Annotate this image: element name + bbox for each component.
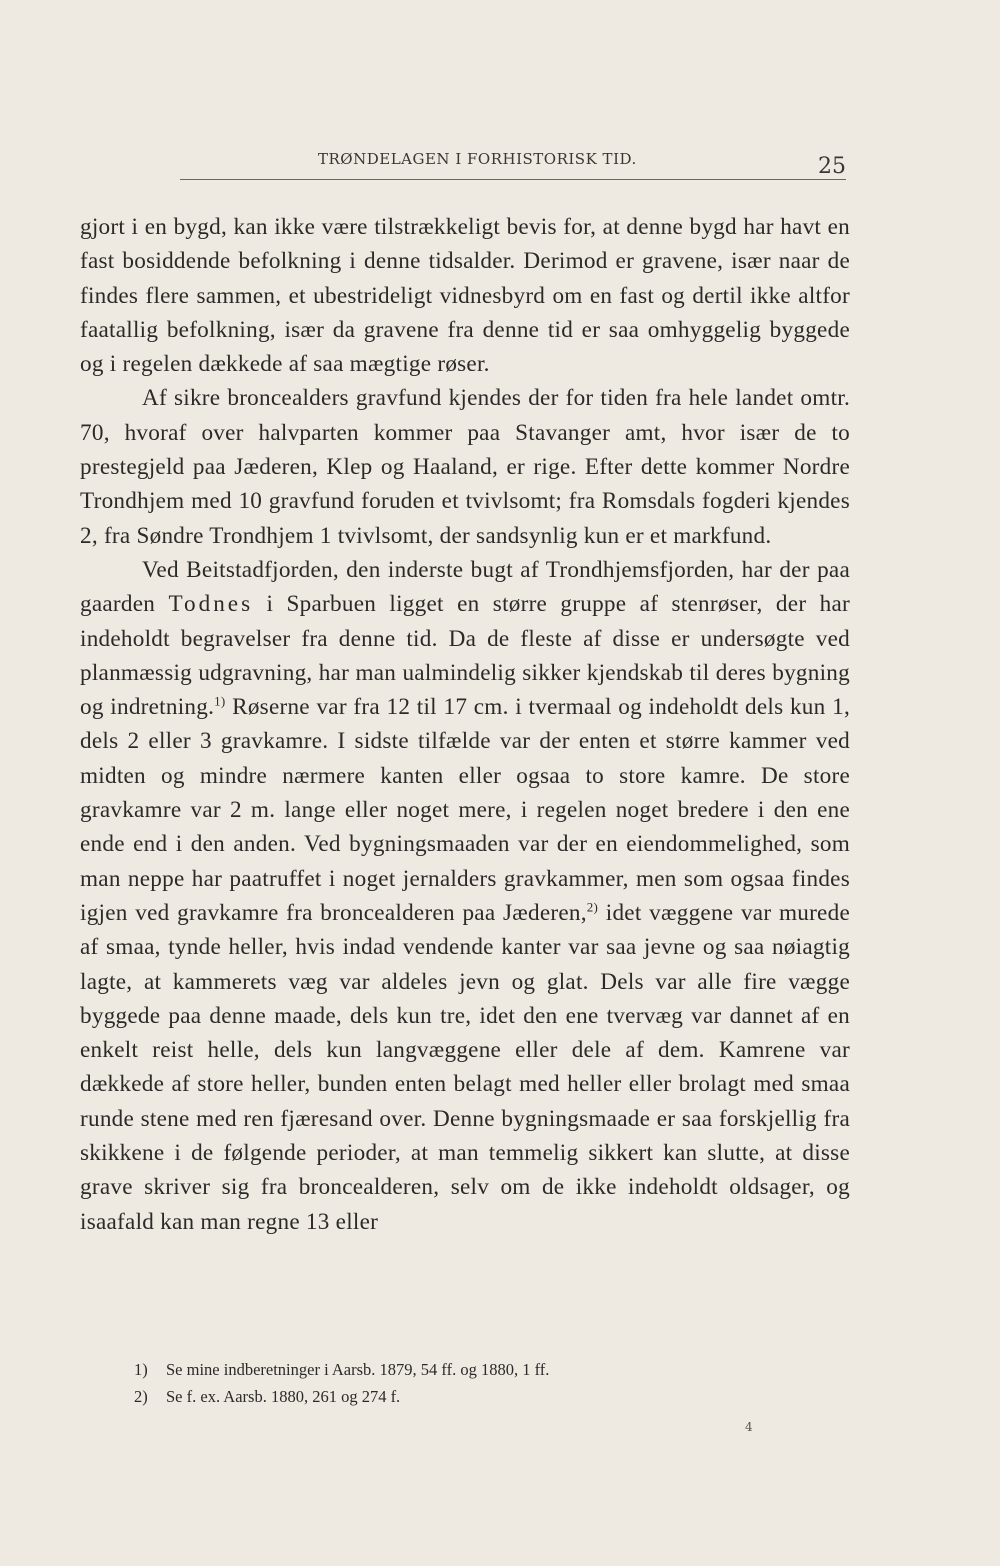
body-text bbox=[80, 210, 850, 1239]
paragraph-3-part-a: Ved Beitstadfjorden, den inderste bugt af Trondhjemsfjorden, har der paa gaarden bbox=[80, 556, 850, 618]
place-name-todnes: Todnes bbox=[168, 591, 254, 618]
paragraph-3 bbox=[80, 553, 850, 1239]
paragraph-1: gjort i en bygd, kan ikke være tilstrækkeligt bevis for, at denne bygd har havt en fast bosiddende befolkning i denne tidsalder. Derimod er gravene, især naar de findes flere sammen, et ubestrideligt vidnesbyrd om en fast og dertil ikke altfor faatallig befolkning, især da gravene fra denne tid er saa omhyggelig byggede og i regelen dækkede af saa mægtige røser. bbox=[80, 214, 850, 378]
footnote-1 bbox=[134, 1356, 834, 1383]
footnote-1-text: Se mine indberetninger i Aarsb. 1879, 54 ff. og 1880, 1 ff. bbox=[166, 1360, 550, 1379]
header-rule bbox=[180, 179, 846, 180]
footnote-2-text: Se f. ex. Aarsb. 1880, 261 og 274 f. bbox=[166, 1387, 401, 1406]
paragraph-3-part-c: Røserne var fra 12 til 17 cm. i tvermaal og indeholdt dels kun 1, dels 2 eller 3 gravkamre. I sidste tilfælde var der enten et større kammer ved midten og mindre nærmere kanten eller ogsaa to store kamre. De store gravkamre var 2 m. lange eller noget mere, i regelen noget bredere i den ene ende end i den anden. Ved bygningsmaaden var der en eiendommelighed, som man neppe har paatruffet i noget jernalders gravkammer, men som ogsaa findes igjen ved gravkamre fra broncealderen paa Jæderen, bbox=[80, 694, 850, 926]
paragraph-3-part-b: i Sparbuen ligget en større gruppe af stenrøser, der har indeholdt begravelser fra denne tid. Da de fleste af disse er undersøgte ved planmæssig udgravning, har man ualmindelig sikker kjendskab til deres bygning og indretning. bbox=[80, 591, 850, 721]
paragraph-3-part-d: idet væggene var murede af smaa, tynde heller, hvis indad vendende kanter var saa jevne og saa nøiagtig lagte, at kammerets væg var aldeles jevn og glat. Dels var alle fire vægge byggede paa denne maade, dels kun tre, idet den ene tvervæg var dannet af en enkelt reist helle, dels kun langvæggene eller dele af dem. Kamrene var dækkede af store heller, bunden enten belagt med heller eller brolagt med smaa runde stene med ren fjæresand over. Denne bygningsmaade er saa forskjellig fra skikkene i de følgende perioder, at man temmelig sikkert kan slutte, at disse grave skriver sig fra broncealderen, selv om de ikke indeholdt oldsager, og isaafald kan man regne 13 eller bbox=[80, 899, 850, 1235]
page-number: 25 bbox=[818, 154, 846, 179]
running-title: TRØNDELAGEN I FORHISTORISK TID. bbox=[318, 150, 637, 168]
paragraph-2: Af sikre broncealders gravfund kjendes der for tiden fra hele landet omtr. 70, hvoraf over halvparten kommer paa Stavanger amt, hvor især de to prestegjeld paa Jæderen, Klep og Haaland, er rige. Efter dette kommer Nordre Trondhjem med 10 gravfund foruden et tvivlsomt; fra Romsdals fogderi kjendes 2, fra Søndre Trondhjem 1 tvivlsomt, der sandsynlig kun er et markfund. bbox=[80, 385, 850, 549]
footnote-ref-1: 1) bbox=[214, 693, 226, 709]
footnotes bbox=[134, 1356, 834, 1410]
footnote-1-mark: 1) bbox=[134, 1360, 148, 1379]
footnote-2 bbox=[134, 1383, 834, 1410]
footnote-ref-2: 2) bbox=[586, 899, 599, 915]
footnote-2-mark: 2) bbox=[134, 1387, 148, 1406]
signature-mark: 4 bbox=[745, 1420, 753, 1434]
